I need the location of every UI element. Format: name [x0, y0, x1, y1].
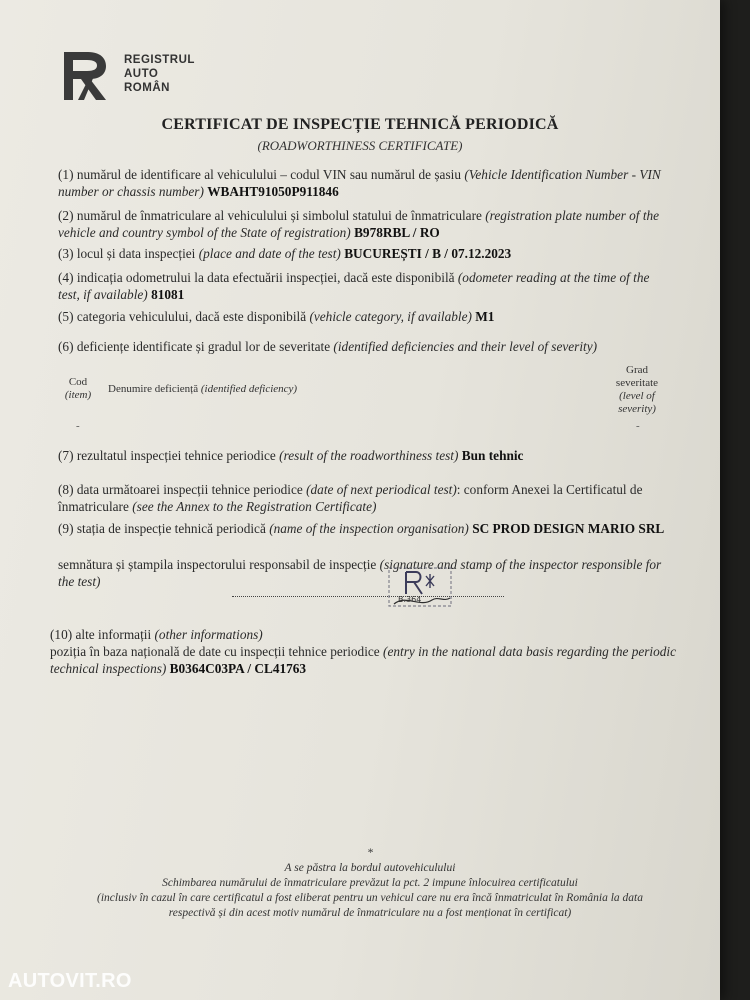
item-deficiencies-label: (6) deficiențe identificate și gradul lor de severitate [58, 339, 334, 354]
item-station-translation: (name of the inspection organisation) [269, 521, 469, 536]
item-registration-value: B978RBL / RO [354, 225, 440, 240]
footer-line-3: (inclusiv în cazul în care certificatul a fost eliberat pentru un vehicul care nu era încă înmatriculat în România la data [97, 892, 643, 904]
item-vin-value: WBAHT91050P911846 [207, 184, 339, 199]
rar-logo-icon [60, 48, 112, 102]
table-header-cod-en: (item) [64, 389, 92, 401]
signature-line [58, 556, 668, 590]
item-station-label: (9) stația de inspecție tehnică periodică [58, 521, 270, 536]
item-database-translation: (entry in the national data basis regarding the periodic technical inspections) [50, 644, 677, 676]
item-station-value: SC PROD DESIGN MARIO SRL [472, 521, 665, 536]
table-header-severity-en-2: severity) [618, 403, 656, 415]
item-vin-translation: (Vehicle Identification Number - VIN number or chassis number) [58, 167, 661, 199]
item-other-info-translation: (other informations) [154, 627, 263, 642]
item-next-test-value-translation: (see the Annex to the Registration Certificate) [132, 499, 377, 514]
table-header-severity-ro-1: Grad [626, 364, 648, 376]
item-result [58, 447, 668, 464]
item-category-value: M1 [475, 309, 495, 324]
item-odometer [58, 269, 668, 303]
item-next-test-translation: (date of next periodical test) [306, 482, 457, 497]
item-category-label: (5) categoria vehiculului, dacă este disponibilă [58, 309, 310, 324]
table-header-deficiency-en: (identified deficiency) [200, 383, 298, 395]
item-next-test-value: : conform Anexei la Certificatul de înmatriculare [58, 482, 643, 514]
table-header-severity [602, 364, 672, 416]
document-subtitle: (ROADWORTHINESS CERTIFICATE) [257, 138, 463, 153]
table-header-severity-ro-2: severitate [615, 377, 659, 389]
item-place-date-translation: (place and date of the test) [198, 246, 341, 261]
item-next-test-label: (8) data următoarei inspecții tehnice periodice [58, 482, 307, 497]
item-deficiencies [58, 338, 668, 355]
item-vin [58, 166, 668, 200]
signature-translation: (signature and stamp of the inspector responsible for the test) [58, 557, 662, 589]
table-empty-cod: - [76, 420, 80, 432]
item-category-translation: (vehicle category, if available) [309, 309, 472, 324]
item-registration [58, 207, 668, 241]
item-database-label: poziția în baza națională de date cu inspecții tehnice periodice [50, 644, 384, 659]
item-odometer-value: 81081 [151, 287, 185, 302]
footer-asterisk: * [367, 847, 373, 859]
item-result-translation: (result of the roadworthiness test) [279, 448, 459, 463]
autovit-watermark: AUTOVIT.RO [8, 970, 132, 992]
item-station [58, 520, 668, 537]
table-header-deficiency-ro: Denumire deficiență [108, 383, 201, 395]
item-other-info-label: (10) alte informații [50, 627, 155, 642]
item-odometer-translation: (odometer reading at the time of the test, if available) [58, 270, 650, 302]
item-next-test [58, 481, 668, 515]
inspector-stamp-icon [386, 564, 456, 610]
table-header-cod [60, 376, 96, 402]
stamp-number: B.364 [398, 595, 422, 604]
item-other-info [50, 626, 680, 677]
org-line-2: AUTO [124, 68, 159, 80]
item-database-value: B0364C03PA / CL41763 [169, 661, 307, 676]
signature-dotted-line [232, 596, 504, 597]
item-registration-translation: (registration plate number of the vehicle and country symbol of the State of registration) [58, 208, 660, 240]
item-category [58, 308, 668, 325]
org-line-3: ROMÂN [124, 82, 170, 94]
signature-label: semnătura și ștampila inspectorului responsabil de inspecție [58, 557, 380, 572]
table-header-severity-en-1: (level of [619, 390, 655, 402]
organization-name [124, 53, 195, 95]
footer-line-4: respectivă și din acest motiv numărul de înmatriculare nu a fost menționat în certificat) [168, 907, 572, 919]
table-empty-severity: - [636, 420, 640, 432]
item-deficiencies-translation: (identified deficiencies and their level of severity) [333, 339, 598, 354]
footer-notes [40, 846, 700, 921]
item-result-value: Bun tehnic [461, 448, 524, 463]
org-line-1: REGISTRUL [124, 54, 195, 66]
footer-line-2: Schimbarea numărului de înmatriculare prevăzut la pct. 2 impune înlocuirea certificatului [162, 877, 578, 889]
item-place-date-value: BUCUREȘTI / B / 07.12.2023 [344, 246, 512, 261]
table-header-deficiency [108, 383, 297, 396]
item-place-date [58, 245, 668, 262]
item-odometer-label: (4) indicația odometrului la data efectuării inspecției, dacă este disponibilă [58, 270, 458, 285]
item-result-label: (7) rezultatul inspecției tehnice periodice [58, 448, 280, 463]
item-place-date-label: (3) locul și data inspecției [58, 246, 199, 261]
document-title: CERTIFICAT DE INSPECȚIE TEHNICĂ PERIODICĂ [161, 116, 559, 133]
item-registration-label: (2) numărul de înmatriculare al vehiculului și simbolul statului de înmatriculare [58, 208, 486, 223]
table-header-cod-ro: Cod [68, 376, 88, 388]
footer-line-1: A se păstra la bordul autovehiculului [284, 862, 456, 874]
item-vin-label: (1) numărul de identificare al vehiculului – codul VIN sau numărul de șasiu [58, 167, 465, 182]
